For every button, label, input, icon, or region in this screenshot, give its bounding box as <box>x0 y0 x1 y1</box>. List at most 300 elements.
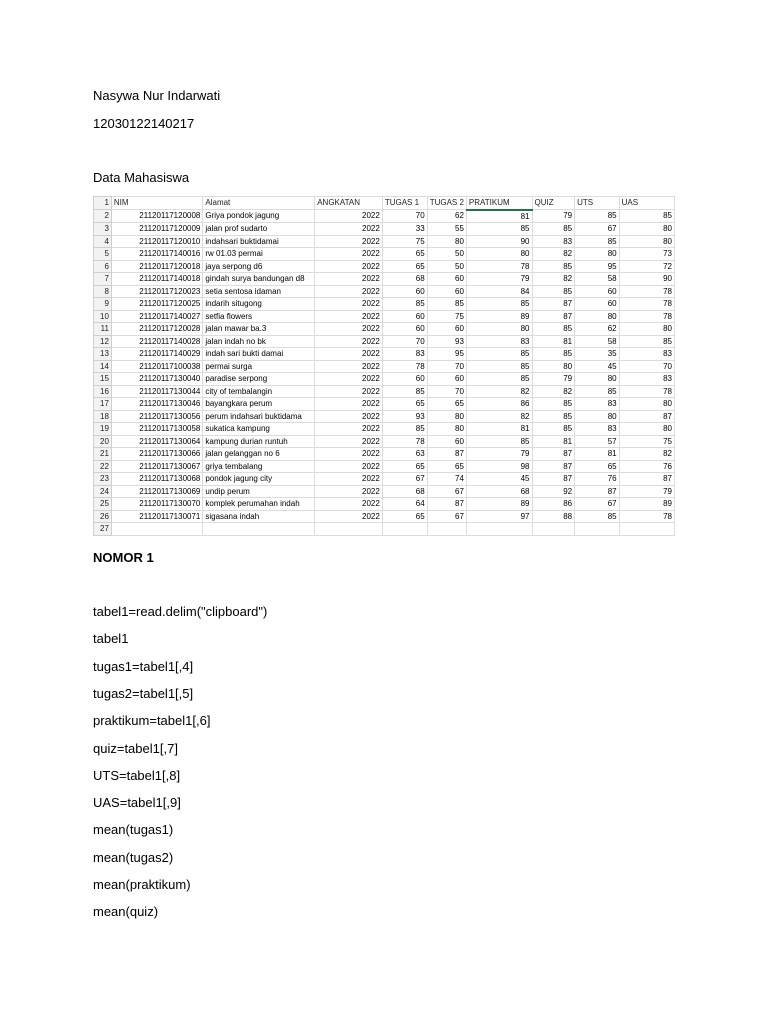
cell-uts: 80 <box>575 410 620 423</box>
cell-uas: 80 <box>619 423 674 436</box>
cell-prak: 79 <box>466 448 532 461</box>
cell-nim: 21120117130044 <box>111 385 202 398</box>
cell-t2: 60 <box>427 323 466 336</box>
cell-alamat: permai surga <box>203 360 315 373</box>
cell-nim: 21120117100038 <box>111 360 202 373</box>
row-number: 13 <box>94 348 112 361</box>
cell-prak: 85 <box>466 298 532 311</box>
cell-alamat: jalan gelanggan no 6 <box>203 448 315 461</box>
cell-uas: 80 <box>619 235 674 248</box>
row-number: 14 <box>94 360 112 373</box>
cell-uas: 76 <box>619 460 674 473</box>
row-number: 19 <box>94 423 112 436</box>
cell-uas: 78 <box>619 285 674 298</box>
cell-nim: 21120117140028 <box>111 335 202 348</box>
column-header-alamat: Alamat <box>203 197 315 210</box>
cell-alamat: undip perum <box>203 485 315 498</box>
cell-prak: 84 <box>466 285 532 298</box>
column-header-uas: UAS <box>619 197 674 210</box>
cell-prak: 82 <box>466 385 532 398</box>
cell-quiz: 80 <box>532 360 575 373</box>
cell-t1: 85 <box>382 423 427 436</box>
cell-t2: 70 <box>427 385 466 398</box>
cell-t2: 74 <box>427 473 466 486</box>
cell-nim: 21120117120009 <box>111 223 202 236</box>
cell-alamat: Griya pondok jagung <box>203 210 315 223</box>
empty-cell <box>427 523 466 536</box>
table-row <box>94 410 675 423</box>
cell-uas: 73 <box>619 248 674 261</box>
cell-t1: 78 <box>382 360 427 373</box>
column-header-uts: UTS <box>575 197 620 210</box>
cell-t2: 80 <box>427 235 466 248</box>
cell-prak: 97 <box>466 510 532 523</box>
cell-t2: 65 <box>427 398 466 411</box>
cell-t1: 70 <box>382 335 427 348</box>
cell-uts: 85 <box>575 385 620 398</box>
row-number: 8 <box>94 285 112 298</box>
cell-alamat: jalan prof sudarto <box>203 223 315 236</box>
cell-angkatan: 2022 <box>315 398 383 411</box>
row-number: 9 <box>94 298 112 311</box>
cell-nim: 21120117120025 <box>111 298 202 311</box>
table-row <box>94 360 675 373</box>
cell-prak: 81 <box>466 210 532 223</box>
code-line: quiz=tabel1[,7] <box>93 740 178 756</box>
row-number: 16 <box>94 385 112 398</box>
cell-quiz: 82 <box>532 248 575 261</box>
author-name: Nasywa Nur Indarwati <box>93 88 221 103</box>
cell-t2: 65 <box>427 460 466 473</box>
cell-angkatan: 2022 <box>315 373 383 386</box>
cell-alamat: city of tembalangin <box>203 385 315 398</box>
table-row <box>94 485 675 498</box>
table-row <box>94 323 675 336</box>
cell-t1: 60 <box>382 373 427 386</box>
cell-nim: 21120117130056 <box>111 410 202 423</box>
cell-prak: 81 <box>466 423 532 436</box>
cell-angkatan: 2022 <box>315 310 383 323</box>
cell-quiz: 79 <box>532 373 575 386</box>
cell-nim: 21120117130058 <box>111 423 202 436</box>
cell-nim: 21120117140018 <box>111 273 202 286</box>
cell-quiz: 81 <box>532 335 575 348</box>
table-row <box>94 460 675 473</box>
cell-angkatan: 2022 <box>315 360 383 373</box>
cell-angkatan: 2022 <box>315 435 383 448</box>
cell-quiz: 87 <box>532 310 575 323</box>
cell-uts: 81 <box>575 448 620 461</box>
row-number: 23 <box>94 473 112 486</box>
cell-t1: 64 <box>382 498 427 511</box>
cell-t1: 65 <box>382 248 427 261</box>
cell-prak: 79 <box>466 273 532 286</box>
cell-t2: 67 <box>427 485 466 498</box>
cell-uas: 78 <box>619 310 674 323</box>
column-header-tugas2: TUGAS 2 <box>427 197 466 210</box>
cell-nim: 21120117120023 <box>111 285 202 298</box>
cell-angkatan: 2022 <box>315 510 383 523</box>
cell-uas: 80 <box>619 398 674 411</box>
cell-t1: 85 <box>382 298 427 311</box>
table-row <box>94 473 675 486</box>
row-number: 2 <box>94 210 112 223</box>
cell-uas: 82 <box>619 448 674 461</box>
row-number: 17 <box>94 398 112 411</box>
cell-uts: 57 <box>575 435 620 448</box>
table-row <box>94 335 675 348</box>
cell-t2: 93 <box>427 335 466 348</box>
section-title: Data Mahasiswa <box>93 170 190 185</box>
cell-t1: 75 <box>382 235 427 248</box>
cell-angkatan: 2022 <box>315 335 383 348</box>
cell-angkatan: 2022 <box>315 448 383 461</box>
column-header-quiz: QUIZ <box>532 197 575 210</box>
cell-t2: 60 <box>427 285 466 298</box>
cell-quiz: 87 <box>532 473 575 486</box>
cell-angkatan: 2022 <box>315 485 383 498</box>
empty-cell <box>315 523 383 536</box>
cell-alamat: indarih situgong <box>203 298 315 311</box>
cell-prak: 45 <box>466 473 532 486</box>
cell-angkatan: 2022 <box>315 223 383 236</box>
cell-prak: 83 <box>466 335 532 348</box>
cell-angkatan: 2022 <box>315 235 383 248</box>
cell-t1: 60 <box>382 285 427 298</box>
cell-t2: 95 <box>427 348 466 361</box>
cell-uts: 95 <box>575 260 620 273</box>
cell-t1: 33 <box>382 223 427 236</box>
cell-quiz: 81 <box>532 435 575 448</box>
code-line: mean(praktikum) <box>93 877 191 892</box>
cell-angkatan: 2022 <box>315 323 383 336</box>
cell-prak: 85 <box>466 435 532 448</box>
code-line: mean(tugas1) <box>93 822 174 838</box>
code-line: tabel1 <box>93 631 129 647</box>
cell-t2: 87 <box>427 448 466 461</box>
cell-nim: 21120117130068 <box>111 473 202 486</box>
cell-angkatan: 2022 <box>315 423 383 436</box>
cell-t2: 55 <box>427 223 466 236</box>
cell-angkatan: 2022 <box>315 210 383 223</box>
table-row <box>94 310 675 323</box>
cell-alamat: indahsari buktidamai <box>203 235 315 248</box>
cell-alamat: jalan indah no bk <box>203 335 315 348</box>
table-body <box>94 197 675 536</box>
cell-uas: 70 <box>619 360 674 373</box>
cell-t2: 60 <box>427 435 466 448</box>
row-number: 10 <box>94 310 112 323</box>
row-number: 20 <box>94 435 112 448</box>
cell-alamat: sukatica kampung <box>203 423 315 436</box>
cell-angkatan: 2022 <box>315 260 383 273</box>
cell-prak: 85 <box>466 373 532 386</box>
cell-quiz: 85 <box>532 398 575 411</box>
cell-uas: 85 <box>619 210 674 223</box>
cell-angkatan: 2022 <box>315 498 383 511</box>
cell-nim: 21120117130066 <box>111 448 202 461</box>
cell-quiz: 88 <box>532 510 575 523</box>
cell-quiz: 82 <box>532 385 575 398</box>
cell-angkatan: 2022 <box>315 298 383 311</box>
cell-angkatan: 2022 <box>315 410 383 423</box>
code-line: tabel1=read.delim("clipboard") <box>93 604 268 619</box>
cell-quiz: 82 <box>532 273 575 286</box>
table-row <box>94 498 675 511</box>
empty-cell <box>575 523 620 536</box>
empty-cell <box>532 523 575 536</box>
row-number: 25 <box>94 498 112 511</box>
cell-t1: 68 <box>382 273 427 286</box>
cell-uts: 87 <box>575 485 620 498</box>
cell-alamat: kampung durian runtuh <box>203 435 315 448</box>
cell-uas: 83 <box>619 348 674 361</box>
row-number: 1 <box>94 197 112 210</box>
cell-prak: 80 <box>466 248 532 261</box>
table-row <box>94 435 675 448</box>
empty-cell <box>382 523 427 536</box>
empty-cell <box>203 523 315 536</box>
cell-quiz: 83 <box>532 235 575 248</box>
cell-t1: 93 <box>382 410 427 423</box>
column-header-nim: NIM <box>111 197 202 210</box>
cell-t2: 85 <box>427 298 466 311</box>
cell-prak: 89 <box>466 498 532 511</box>
cell-alamat: paradise serpong <box>203 373 315 386</box>
cell-t1: 78 <box>382 435 427 448</box>
cell-prak: 82 <box>466 410 532 423</box>
cell-angkatan: 2022 <box>315 460 383 473</box>
cell-alamat: indah sari bukti damai <box>203 348 315 361</box>
cell-uas: 89 <box>619 498 674 511</box>
cell-prak: 80 <box>466 323 532 336</box>
cell-uts: 85 <box>575 510 620 523</box>
cell-uts: 67 <box>575 223 620 236</box>
code-line: mean(quiz) <box>93 904 159 920</box>
cell-nim: 21120117120010 <box>111 235 202 248</box>
cell-quiz: 85 <box>532 423 575 436</box>
student-id: 12030122140217 <box>93 116 195 131</box>
cell-quiz: 87 <box>532 460 575 473</box>
cell-uts: 35 <box>575 348 620 361</box>
cell-angkatan: 2022 <box>315 385 383 398</box>
table-row <box>94 385 675 398</box>
cell-quiz: 87 <box>532 448 575 461</box>
cell-uas: 80 <box>619 223 674 236</box>
table-row <box>94 448 675 461</box>
cell-alamat: komplek perumahan indah <box>203 498 315 511</box>
cell-quiz: 85 <box>532 223 575 236</box>
column-header-angkatan: ANGKATAN <box>315 197 383 210</box>
table-row <box>94 223 675 236</box>
cell-nim: 21120117140016 <box>111 248 202 261</box>
row-number: 7 <box>94 273 112 286</box>
cell-uas: 83 <box>619 373 674 386</box>
row-number: 27 <box>94 523 112 536</box>
cell-t2: 60 <box>427 273 466 286</box>
cell-nim: 21120117130064 <box>111 435 202 448</box>
cell-t1: 85 <box>382 385 427 398</box>
cell-t2: 75 <box>427 310 466 323</box>
empty-cell <box>111 523 202 536</box>
cell-t1: 60 <box>382 323 427 336</box>
cell-angkatan: 2022 <box>315 285 383 298</box>
cell-nim: 21120117130070 <box>111 498 202 511</box>
cell-uts: 58 <box>575 335 620 348</box>
cell-alamat: griya tembalang <box>203 460 315 473</box>
table-row <box>94 248 675 261</box>
cell-alamat: jalan mawar ba.3 <box>203 323 315 336</box>
code-line: UAS=tabel1[,9] <box>93 795 181 811</box>
cell-nim: 21120117130071 <box>111 510 202 523</box>
cell-uts: 83 <box>575 398 620 411</box>
row-number: 12 <box>94 335 112 348</box>
empty-cell <box>466 523 532 536</box>
cell-uts: 60 <box>575 298 620 311</box>
cell-t1: 68 <box>382 485 427 498</box>
cell-t1: 65 <box>382 460 427 473</box>
cell-uts: 80 <box>575 373 620 386</box>
table-row <box>94 373 675 386</box>
table-row <box>94 273 675 286</box>
cell-nim: 21120117130067 <box>111 460 202 473</box>
row-number: 15 <box>94 373 112 386</box>
cell-t1: 83 <box>382 348 427 361</box>
cell-uas: 80 <box>619 323 674 336</box>
cell-t2: 80 <box>427 423 466 436</box>
row-number: 4 <box>94 235 112 248</box>
row-number: 24 <box>94 485 112 498</box>
cell-nim: 21120117140027 <box>111 310 202 323</box>
cell-t2: 62 <box>427 210 466 223</box>
cell-alamat: sigasana indah <box>203 510 315 523</box>
cell-uts: 45 <box>575 360 620 373</box>
cell-quiz: 85 <box>532 260 575 273</box>
cell-uts: 76 <box>575 473 620 486</box>
cell-uts: 80 <box>575 310 620 323</box>
row-number: 18 <box>94 410 112 423</box>
cell-uas: 78 <box>619 298 674 311</box>
cell-t1: 63 <box>382 448 427 461</box>
cell-uas: 87 <box>619 410 674 423</box>
cell-prak: 85 <box>466 348 532 361</box>
cell-nim: 21120117130040 <box>111 373 202 386</box>
cell-quiz: 79 <box>532 210 575 223</box>
table-row <box>94 260 675 273</box>
table-row <box>94 510 675 523</box>
section-heading: NOMOR 1 <box>93 550 154 565</box>
cell-t2: 50 <box>427 260 466 273</box>
cell-uts: 58 <box>575 273 620 286</box>
cell-uts: 65 <box>575 460 620 473</box>
cell-prak: 68 <box>466 485 532 498</box>
cell-angkatan: 2022 <box>315 348 383 361</box>
cell-prak: 85 <box>466 223 532 236</box>
cell-uas: 75 <box>619 435 674 448</box>
cell-uas: 72 <box>619 260 674 273</box>
cell-alamat: setia sentosa idaman <box>203 285 315 298</box>
cell-nim: 21120117120018 <box>111 260 202 273</box>
cell-t2: 60 <box>427 373 466 386</box>
code-line: mean(tugas2) <box>93 849 174 865</box>
table-row <box>94 298 675 311</box>
cell-prak: 89 <box>466 310 532 323</box>
cell-prak: 85 <box>466 360 532 373</box>
cell-alamat: jaya serpong d6 <box>203 260 315 273</box>
code-line: UTS=tabel1[,8] <box>93 767 181 783</box>
cell-nim: 21120117120008 <box>111 210 202 223</box>
cell-prak: 98 <box>466 460 532 473</box>
cell-alamat: setfia flowers <box>203 310 315 323</box>
cell-quiz: 85 <box>532 323 575 336</box>
cell-t1: 67 <box>382 473 427 486</box>
cell-quiz: 85 <box>532 285 575 298</box>
row-number: 6 <box>94 260 112 273</box>
row-number: 21 <box>94 448 112 461</box>
cell-uts: 62 <box>575 323 620 336</box>
empty-cell <box>619 523 674 536</box>
cell-quiz: 85 <box>532 348 575 361</box>
table-row <box>94 235 675 248</box>
code-line: tugas1=tabel1[,4] <box>93 658 194 674</box>
cell-t1: 60 <box>382 310 427 323</box>
cell-uts: 85 <box>575 235 620 248</box>
cell-quiz: 85 <box>532 410 575 423</box>
table-row <box>94 423 675 436</box>
row-number: 22 <box>94 460 112 473</box>
row-number: 3 <box>94 223 112 236</box>
cell-quiz: 92 <box>532 485 575 498</box>
column-header-tugas1: TUGAS 1 <box>382 197 427 210</box>
cell-angkatan: 2022 <box>315 248 383 261</box>
cell-t1: 65 <box>382 510 427 523</box>
code-line: praktikum=tabel1[,6] <box>93 713 211 729</box>
student-data-table <box>93 196 675 536</box>
table-row <box>94 210 675 223</box>
header-row <box>94 197 675 210</box>
cell-quiz: 86 <box>532 498 575 511</box>
cell-t2: 80 <box>427 410 466 423</box>
cell-nim: 21120117120028 <box>111 323 202 336</box>
empty-row <box>94 523 675 536</box>
cell-prak: 86 <box>466 398 532 411</box>
cell-uts: 67 <box>575 498 620 511</box>
cell-t2: 70 <box>427 360 466 373</box>
column-header-pratikum: PRATIKUM <box>466 197 532 210</box>
cell-quiz: 87 <box>532 298 575 311</box>
cell-alamat: rw 01.03 permai <box>203 248 315 261</box>
cell-uts: 80 <box>575 248 620 261</box>
cell-t1: 70 <box>382 210 427 223</box>
cell-t2: 50 <box>427 248 466 261</box>
cell-prak: 90 <box>466 235 532 248</box>
cell-uas: 90 <box>619 273 674 286</box>
cell-nim: 21120117130069 <box>111 485 202 498</box>
cell-t1: 65 <box>382 260 427 273</box>
cell-uts: 60 <box>575 285 620 298</box>
cell-t2: 87 <box>427 498 466 511</box>
cell-angkatan: 2022 <box>315 473 383 486</box>
cell-uas: 79 <box>619 485 674 498</box>
cell-alamat: perum indahsari buktidama <box>203 410 315 423</box>
cell-uas: 78 <box>619 385 674 398</box>
cell-uts: 83 <box>575 423 620 436</box>
row-number: 11 <box>94 323 112 336</box>
cell-t1: 65 <box>382 398 427 411</box>
cell-uas: 85 <box>619 335 674 348</box>
cell-uas: 87 <box>619 473 674 486</box>
cell-alamat: pondok jagung city <box>203 473 315 486</box>
